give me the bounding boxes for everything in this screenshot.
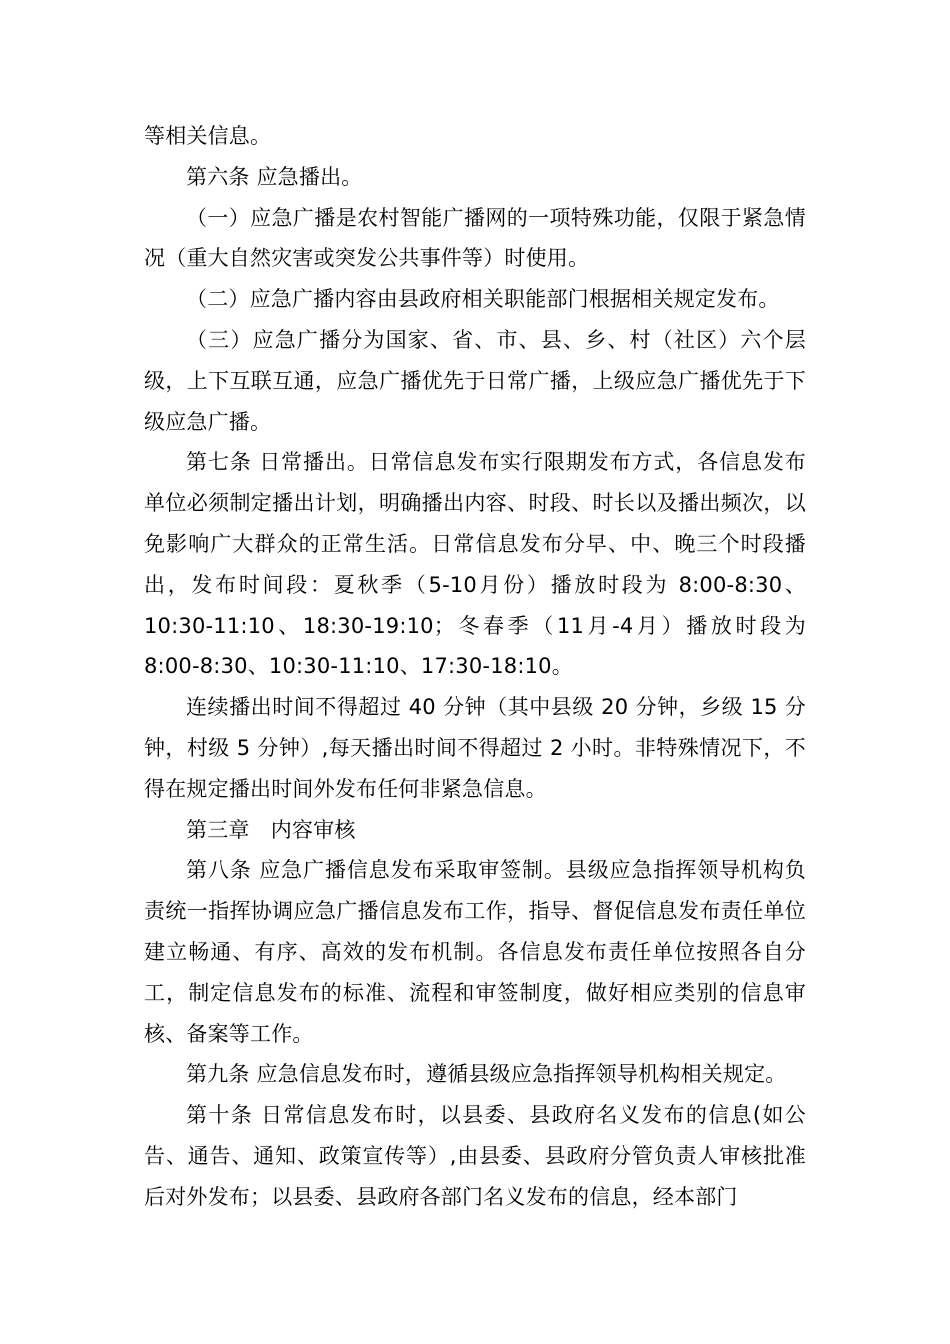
article-7: 第七条 日常播出。日常信息发布实行限期发布方式，各信息发布单位必须制定播出计划，明确播出内容、时段、时长以及播出频次，以免影响广大群众的正常生活。日常信息发布分早、中、晚三个时段播出，发布时间段：夏秋季（5-10月份）播放时段为 8:00-8:30、10:30-11:10、18:30-19:10；冬春季（11月-4月）播放时段为 8:00-8:30、10:30-11:10、17:30-18:10。 <box>144 450 806 679</box>
document-body <box>144 116 806 1218</box>
paragraph-continuation: 等相关信息。 <box>144 124 272 148</box>
chapter-3-heading: 第三章 内容审核 <box>186 817 356 842</box>
article-7-duration: 连续播出时间不得超过 40 分钟（其中县级 20 分钟，乡级 15 分钟，村级 5 分钟）,每天播出时间不得超过 2 小时。非特殊情况下，不得在规定播出时间外发布任何非紧急信息。 <box>144 695 806 801</box>
article-6-item-1: （一）应急广播是农村智能广播网的一项特殊功能，仅限于紧急情况（重大自然灾害或突发公共事件等）时使用。 <box>144 205 806 271</box>
article-6-item-3: （三）应急广播分为国家、省、市、县、乡、村（社区）六个层级，上下互联互通，应急广播优先于日常广播，上级应急广播优先于下级应急广播。 <box>144 327 806 434</box>
article-8: 第八条 应急广播信息发布采取审签制。县级应急指挥领导机构负责统一指挥协调应急广播信息发布工作，指导、督促信息发布责任单位建立畅通、有序、高效的发布机制。各信息发布责任单位按照各自分工，制定信息发布的标准、流程和审签制度，做好相应类别的信息审核、备案等工作。 <box>144 858 806 1046</box>
article-9: 第九条 应急信息发布时，遵循县级应急指挥领导机构相关规定。 <box>186 1062 787 1087</box>
article-6-item-2: （二）应急广播内容由县政府相关职能部门根据相关规定发布。 <box>186 287 780 312</box>
article-6-heading: 第六条 应急播出。 <box>186 164 363 189</box>
article-10: 第十条 日常信息发布时，以县委、县政府名义发布的信息(如公告、通告、通知、政策宣传等）,由县委、县政府分管负责人审核批准后对外发布；以县委、县政府各部门名义发布的信息，经本部门 <box>144 1103 806 1209</box>
